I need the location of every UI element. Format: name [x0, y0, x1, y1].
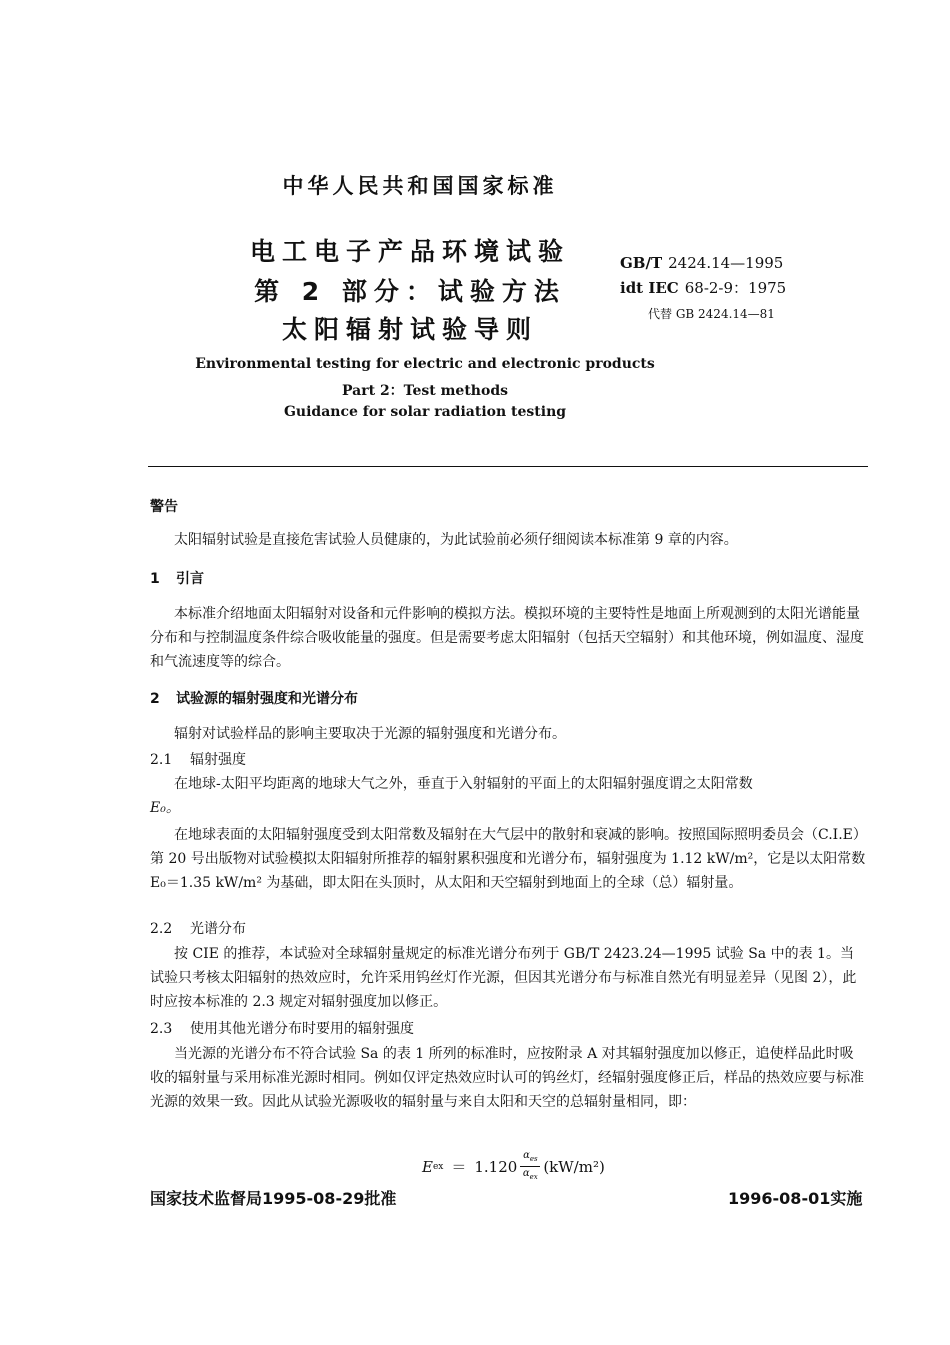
formula-denominator	[523, 1168, 538, 1183]
section-2-2-title: 光谱分布	[190, 921, 246, 937]
section-2-title: 试验源的辐射强度和光谱分布	[176, 691, 358, 707]
solar-constant-symbol: E₀。	[150, 800, 180, 816]
formula-numerator-sub: es	[529, 1155, 538, 1163]
idt-code-prefix: idt IEC	[620, 279, 679, 297]
formula-coefficient: 1.120	[474, 1157, 518, 1176]
replaces-code: 代替 GB 2424.14—81	[648, 307, 775, 321]
formula-denominator-sub: ex	[529, 1173, 538, 1181]
title-cn-line-2: 第 2 部分：试验方法	[254, 277, 566, 306]
standard-code-number: 2424.14—1995	[668, 254, 784, 272]
title-en-line-1: Environmental testing for electric and electronic products	[195, 356, 655, 372]
warning-text: 太阳辐射试验是直接危害试验人员健康的，为此试验前必须仔细阅读本标准第 9 章的内容。	[174, 532, 738, 548]
radiation-formula	[422, 1150, 605, 1183]
formula-lhs: E	[422, 1157, 433, 1176]
formula-fraction-bar	[520, 1166, 540, 1167]
formula-denominator-symbol: α	[522, 1168, 530, 1179]
formula-unit: (kW/m²)	[543, 1157, 605, 1176]
section-2-1-number: 2.1	[150, 752, 173, 768]
section-2-1-para-2: 在地球表面的太阳辐射强度受到太阳常数及辐射在大气层中的散射和衰减的影响。按照国际照明委员会（C.I.E）第 20 号出版物对试验模拟太阳辐射所推荐的辐射累积强度和光谱分布，辐射强度为 1.12 kW/m²，它是以太阳常数 E₀＝1.35 kW/m² 为基础，即太阳在头顶时，从太阳和天空辐射到地面上的全球（总）辐射量。	[150, 827, 866, 891]
effective-date: 1996-08-01实施	[728, 1189, 863, 1208]
section-1-number: 1	[150, 571, 160, 587]
section-2-3-heading	[150, 1018, 414, 1038]
title-cn-line-3: 太阳辐射试验导则	[281, 315, 538, 344]
formula-numerator-symbol: α	[523, 1150, 530, 1161]
section-2-3-text: 当光源的光谱分布不符合试验 Sa 的表 1 所列的标准时，应按附录 A 对其辐射强度加以修正，追使样品此时吸收的辐射量与采用标准光源时相同。例如仅评定热效应时认可的钨丝灯，经辐射强度修正后，样品的热效应要与标准光源的效果一致。因此从试验光源吸收的辐射量与来自太阳和天空的总辐射量相同，即：	[150, 1046, 864, 1110]
title-divider	[148, 466, 868, 467]
section-2-1-heading	[150, 749, 246, 769]
title-cn-line-1: 电工电子产品环境试验	[249, 237, 570, 266]
idt-code	[620, 277, 786, 298]
approval-date: 国家技术监督局1995-08-29批准	[150, 1189, 397, 1208]
formula-fraction	[520, 1150, 540, 1183]
section-2-1-para-1-end	[150, 796, 866, 820]
formula-equals: ＝	[451, 1158, 467, 1176]
section-2-3-title: 使用其他光谱分布时要用的辐射强度	[190, 1021, 414, 1037]
section-2-2-text: 按 CIE 的推荐，本试验对全球辐射量规定的标准光谱分布列于 GB/T 2423.24—1995 试验 Sa 中的表 1。当试验只考核太阳辐射的热效应时，允许采用钨丝灯作光源，但因其光谱分布与标准自然光有明显差异（见图 2），此时应按本标准的 2.3 规定对辐射强度加以修正。	[150, 946, 857, 1010]
section-2-1-title: 辐射强度	[190, 752, 246, 768]
idt-code-number: 68-2-9：1975	[684, 279, 787, 297]
section-1-title: 引言	[176, 571, 204, 587]
section-2-heading	[150, 688, 358, 708]
standard-code	[620, 254, 783, 272]
section-2-3-number: 2.3	[150, 1021, 173, 1037]
section-1-heading	[150, 568, 204, 588]
formula-numerator	[523, 1150, 538, 1165]
title-en-line-2: Part 2：Test methods	[342, 383, 508, 399]
formula-lhs-sub: ex	[432, 1161, 444, 1172]
section-2-1-para-1: 在地球-太阳平均距离的地球大气之外，垂直于入射辐射的平面上的太阳辐射强度谓之太阳常数	[174, 776, 753, 792]
section-2-2-number: 2.2	[150, 921, 173, 937]
standard-code-prefix: GB/T	[620, 254, 663, 272]
title-en-line-3: Guidance for solar radiation testing	[283, 404, 567, 420]
section-2-number: 2	[150, 691, 160, 707]
section-2-2-heading	[150, 918, 246, 938]
section-1-text: 本标准介绍地面太阳辐射对设备和元件影响的模拟方法。模拟环境的主要特性是地面上所观测到的太阳光谱能量分布和与控制温度条件综合吸收能量的强度。但是需要考虑太阳辐射（包括天空辐射）和其他环境，例如温度、湿度和气流速度等的综合。	[150, 606, 864, 670]
warning-heading: 警告	[150, 499, 178, 515]
header-title: 中华人民共和国国家标准	[282, 174, 558, 198]
section-2-text: 辐射对试验样品的影响主要取决于光源的辐射强度和光谱分布。	[174, 726, 566, 742]
